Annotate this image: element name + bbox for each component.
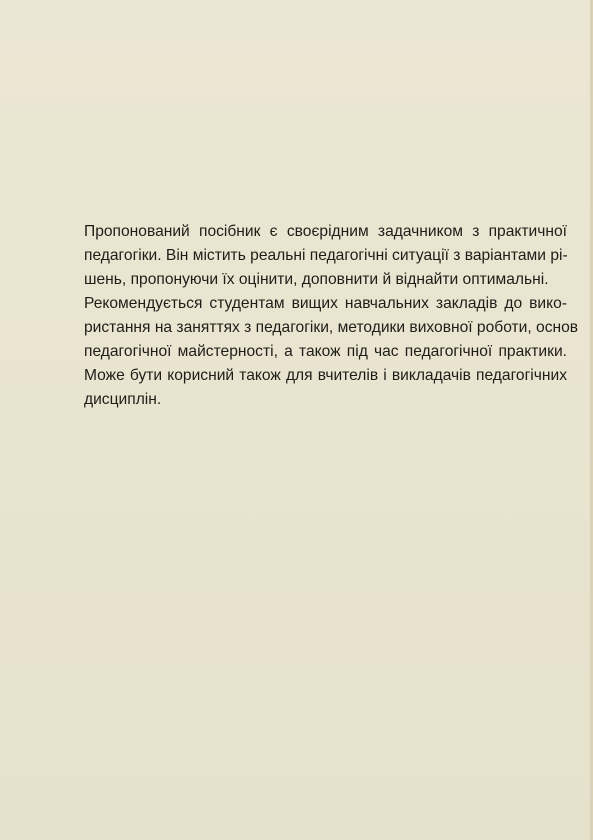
text-line: ристання на заняттях з педагогіки, методики виховної роботи, основ [84, 319, 579, 336]
text-line: дисциплін. [84, 391, 162, 408]
text-line: педагогіки. Він містить реальні педагогічні ситуації з варіантами рі- [84, 247, 568, 264]
text-line: Може бути корисний також для вчителів і викладачів педагогічних [84, 367, 567, 384]
annotation-text [62, 220, 579, 412]
text-line: шень, пропонуючи їх оцінити, доповнити й віднайти оптимальні. [84, 271, 549, 288]
text-line: Пропонований посібник є своєрідним задачником з практичної [84, 223, 567, 240]
text-line: Рекомендується студентам вищих навчальних закладів до вико- [84, 295, 567, 312]
annotation-paragraph-1 [62, 220, 567, 292]
annotation-paragraph-2 [62, 292, 579, 412]
text-line: педагогічної майстерності, а також під час педагогічної практики. [84, 343, 567, 360]
